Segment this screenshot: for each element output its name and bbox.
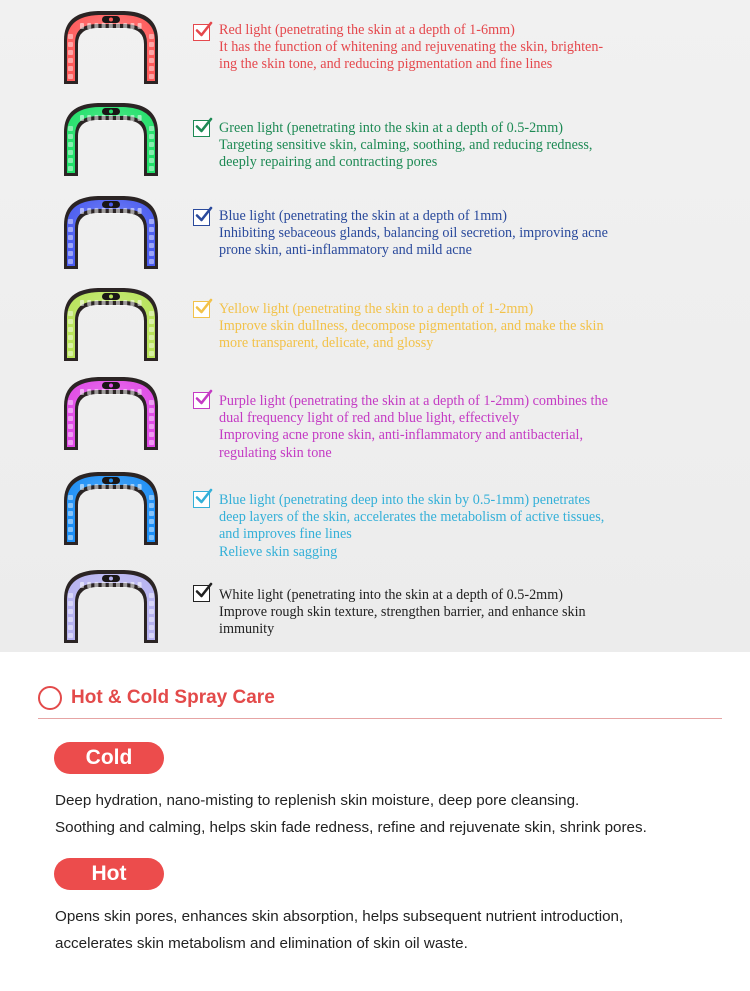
red-light-mask-image [58, 6, 164, 90]
green-light-mask-image [58, 98, 164, 182]
light-title: Red light (penetrating the skin at a depth of 1-6mm) [219, 22, 515, 38]
light-detail-line: regulating skin tone [219, 444, 332, 461]
cold-badge: Cold [54, 742, 164, 774]
yellow-light-mask-image [58, 283, 164, 367]
heading-divider [38, 718, 722, 719]
light-detail-line: Improve rough skin texture, strengthen barrier, and enhance skin [219, 604, 586, 621]
cold-description-line: Soothing and calming, helps skin fade redness, refine and rejuvenate skin, shrink pores. [55, 819, 647, 836]
hot-description-line: accelerates skin metabolism and elimination of skin oil waste. [55, 935, 468, 952]
light-row-green [0, 98, 750, 188]
light-description [219, 208, 694, 260]
light-detail-line: deeply repairing and contracting pores [219, 154, 438, 171]
light-description [219, 22, 694, 74]
spray-title: Hot & Cold Spray Care [71, 687, 275, 708]
light-title: White light (penetrating into the skin at a depth of 0.5-2mm) [219, 587, 563, 603]
light-detail-line: Improve skin dullness, decompose pigmentation, and make the skin [219, 318, 604, 335]
light-detail-line: dual frequency light of red and blue light, effectively [219, 410, 520, 427]
light-detail-line: Targeting sensitive skin, calming, soothing, and reducing redness, [219, 137, 593, 154]
light-description [219, 301, 694, 353]
light-detail-line: immunity [219, 621, 275, 638]
light-detail-line: and improves fine lines [219, 526, 352, 543]
circle-icon [38, 686, 62, 710]
cold-description-line: Deep hydration, nano-misting to replenish skin moisture, deep pore cleansing. [55, 792, 580, 809]
light-detail-line: more transparent, delicate, and glossy [219, 335, 434, 352]
light-detail-line: Relieve skin sagging [219, 543, 338, 560]
light-detail-line: It has the function of whitening and rejuvenating the skin, brighten- [219, 39, 604, 56]
light-title: Purple light (penetrating the skin at a depth of 1-2mm) combines the [219, 393, 608, 409]
light-description [219, 120, 694, 172]
checkbox-icon [193, 392, 210, 409]
spray-section-heading [38, 684, 275, 712]
checkbox-icon [193, 585, 210, 602]
light-title: Blue light (penetrating the skin at a depth of 1mm) [219, 208, 508, 224]
light-detail-line: Improving acne prone skin, anti-inflammatory and antibacterial, [219, 427, 584, 444]
blue-light-mask-image [58, 191, 164, 275]
checkbox-icon [193, 24, 210, 41]
hot-description-line: Opens skin pores, enhances skin absorption, helps subsequent nutrient introduction, [55, 908, 624, 925]
white-light-mask-image [58, 565, 164, 649]
checkbox-icon [193, 120, 210, 137]
light-title: Green light (penetrating into the skin at a depth of 0.5-2mm) [219, 120, 563, 136]
light-detail-line: Inhibiting sebaceous glands, balancing oil secretion, improving acne [219, 225, 608, 242]
light-description [219, 492, 694, 561]
light-description [219, 393, 694, 462]
hot-badge: Hot [54, 858, 164, 890]
light-row-purple [0, 372, 750, 462]
checkbox-icon [193, 301, 210, 318]
light-detail-line: deep layers of the skin, accelerates the metabolism of active tissues, [219, 509, 605, 526]
light-detail-line: ing the skin tone, and reducing pigmentation and fine lines [219, 56, 553, 73]
light-description [219, 587, 694, 639]
light-row-yellow [0, 283, 750, 373]
hot-description [55, 903, 715, 957]
purple-light-mask-image [58, 372, 164, 456]
light-row-white [0, 565, 750, 655]
light-row-deep-blue [0, 467, 750, 560]
cold-description [55, 787, 715, 841]
light-row-blue [0, 191, 750, 281]
light-row-red [0, 6, 750, 96]
light-detail-line: prone skin, anti-inflammatory and mild acne [219, 242, 472, 259]
checkbox-icon [193, 491, 210, 508]
light-title: Blue light (penetrating deep into the skin by 0.5-1mm) penetrates [219, 492, 591, 508]
light-title: Yellow light (penetrating the skin to a depth of 1-2mm) [219, 301, 534, 317]
checkbox-icon [193, 209, 210, 226]
deep-blue-light-mask-image [58, 467, 164, 551]
